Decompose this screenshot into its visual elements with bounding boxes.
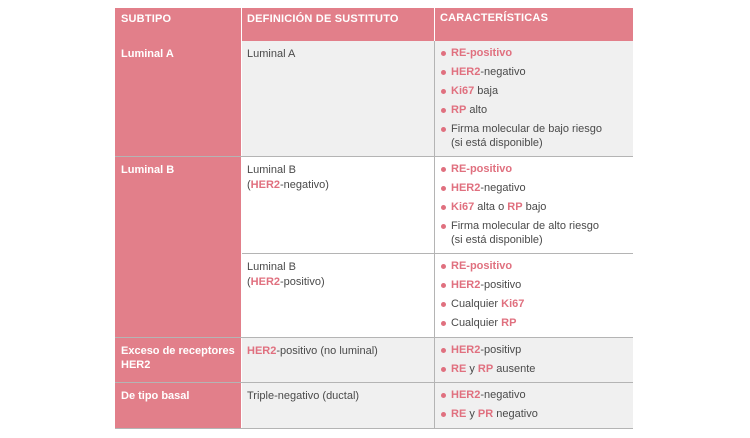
features-list: [440, 389, 628, 422]
highlight-term: HER2: [451, 389, 481, 401]
definition-line: [247, 178, 429, 193]
text-fragment: (si está disponible): [451, 233, 543, 246]
highlight-term: RP: [501, 317, 517, 329]
text-fragment: y: [466, 408, 478, 420]
list-item: [440, 123, 628, 150]
text-fragment: -positivo): [280, 276, 325, 288]
table-row: [115, 338, 633, 384]
definition-line: [247, 260, 429, 275]
definition-group: [242, 157, 633, 254]
text-fragment: -positivo: [480, 279, 522, 291]
list-item: [440, 344, 628, 358]
highlight-term: HER2: [451, 343, 481, 356]
highlight-term: HER2: [250, 179, 281, 191]
features-cell: [435, 338, 633, 383]
list-item: [440, 317, 628, 331]
text-fragment: negativo: [493, 408, 538, 420]
text-fragment: Firma molecular de bajo riesgo: [451, 123, 603, 135]
text-fragment: alta o: [474, 201, 508, 213]
definition-cell: [242, 338, 435, 383]
definition-cell: [242, 41, 435, 156]
text-fragment: Luminal B: [247, 164, 296, 176]
text-fragment: Triple-negativo (ductal): [247, 390, 360, 402]
subtype-cell: Exceso de receptores HER2: [115, 338, 242, 383]
list-item: [440, 85, 628, 99]
text-fragment: Cualquier: [451, 317, 502, 329]
table-row: [115, 41, 633, 157]
highlight-term: RP: [451, 104, 467, 116]
highlight-term: PR: [477, 408, 494, 420]
features-list: [440, 260, 628, 331]
table-header-row: [115, 8, 633, 41]
subtype-cell: Luminal A: [115, 41, 242, 156]
highlight-term: RP: [507, 201, 523, 213]
text-fragment: (si está disponible): [451, 136, 543, 149]
subtype-table: [115, 8, 633, 429]
features-list: [440, 344, 628, 377]
definition-cell: [242, 254, 435, 337]
list-item: [440, 47, 628, 61]
definition-line: [247, 389, 429, 404]
features-cell: [435, 157, 633, 253]
table-body: [115, 41, 633, 429]
list-item: [440, 163, 628, 177]
highlight-term: HER2: [451, 182, 481, 194]
text-fragment: y: [466, 362, 478, 375]
definition-group: [242, 338, 633, 383]
highlight-term: RE: [451, 362, 467, 375]
definition-group: [242, 254, 633, 337]
table-row: [115, 157, 633, 338]
header-subtype: SUBTIPO: [115, 8, 242, 41]
highlight-term: RE-positivo: [451, 260, 513, 272]
highlight-term: Ki67: [451, 85, 475, 97]
features-cell: [435, 41, 633, 156]
list-item: [440, 201, 628, 215]
highlight-term: HER2: [247, 344, 277, 357]
definition-line: [247, 344, 429, 359]
highlight-term: RE-positivo: [451, 163, 513, 175]
definition-cell: [242, 383, 435, 428]
highlight-term: HER2: [250, 276, 281, 288]
definition-line: [247, 275, 429, 290]
text-fragment: Luminal A: [247, 48, 296, 60]
definition-line: [247, 163, 429, 178]
list-item: [440, 182, 628, 196]
text-fragment: baja: [474, 85, 499, 97]
definition-line: [247, 47, 429, 62]
features-list: [440, 163, 628, 247]
features-list: [440, 47, 628, 150]
features-cell: [435, 254, 633, 337]
header-features: CARACTERÍSTICAS: [435, 8, 633, 41]
text-fragment: -negativo): [280, 179, 329, 191]
features-cell: [435, 383, 633, 428]
highlight-term: Ki67: [501, 298, 525, 310]
header-definition: DEFINICIÓN DE SUSTITUTO: [242, 8, 435, 41]
highlight-term: RP: [477, 362, 494, 375]
text-fragment: (: [247, 276, 251, 288]
text-fragment: alto: [466, 104, 488, 116]
highlight-term: HER2: [451, 66, 481, 78]
list-item: [440, 389, 628, 403]
definition-group: [242, 41, 633, 156]
highlight-term: Ki67: [451, 201, 475, 213]
text-fragment: ausente: [493, 362, 536, 375]
text-fragment: -positivp: [480, 343, 522, 356]
list-item: [440, 363, 628, 377]
list-item: [440, 66, 628, 80]
list-item: [440, 104, 628, 118]
text-fragment: Cualquier: [451, 298, 502, 310]
table-row: [115, 383, 633, 429]
list-item: [440, 298, 628, 312]
highlight-term: RE-positivo: [451, 47, 513, 59]
list-item: [440, 220, 628, 247]
highlight-term: HER2: [451, 279, 481, 291]
text-fragment: -negativo: [480, 182, 526, 194]
text-fragment: -positivo (no luminal): [276, 344, 378, 357]
subtype-cell: Luminal B: [115, 157, 242, 337]
definition-group: [242, 383, 633, 428]
subtype-cell: De tipo basal: [115, 383, 242, 428]
text-fragment: bajo: [522, 201, 547, 213]
highlight-term: RE: [451, 408, 467, 420]
list-item: [440, 260, 628, 274]
list-item: [440, 408, 628, 422]
list-item: [440, 279, 628, 293]
definition-cell: [242, 157, 435, 253]
text-fragment: Firma molecular de alto riesgo: [451, 220, 599, 232]
text-fragment: -negativo: [480, 66, 526, 78]
text-fragment: -negativo: [480, 389, 526, 401]
text-fragment: Luminal B: [247, 261, 296, 273]
text-fragment: (: [247, 179, 251, 191]
